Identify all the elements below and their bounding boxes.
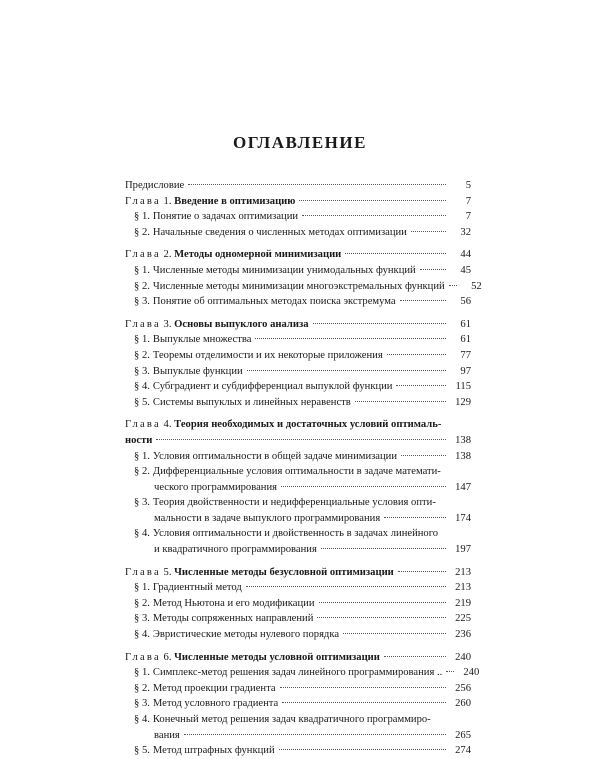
section-number: § 3.	[134, 296, 150, 308]
dot-leader	[313, 323, 447, 324]
page-number: 240	[455, 651, 471, 663]
page-number: 213	[455, 582, 471, 594]
page-number: 265	[455, 729, 471, 741]
toc-section[interactable]	[125, 294, 471, 310]
section-title: Понятие об оптимальных методах поиска экстремума	[152, 296, 396, 308]
toc-chapter-3[interactable]	[125, 317, 471, 333]
section-title-line-1: Теория двойственности и недифференциальные условия опти-	[152, 497, 436, 509]
page-number: 213	[455, 566, 471, 578]
toc-chapter-2[interactable]	[125, 247, 471, 263]
page-number: 61	[460, 318, 471, 330]
section-title: Численные методы минимизации многоэкстремальных функций	[152, 280, 445, 292]
dot-leader	[396, 385, 446, 386]
page-number: 274	[455, 745, 471, 757]
section-title: Методы сопряженных направлений	[152, 613, 314, 625]
section-number: § 4.	[134, 714, 150, 725]
page-number: 7	[465, 195, 471, 207]
section-title: Теоремы отделимости и их некоторые приложения	[152, 349, 383, 361]
page-number: 5	[465, 180, 471, 191]
section-number: § 5.	[134, 745, 150, 757]
section-number: § 3.	[134, 365, 150, 377]
section-title: Метод штрафных функций	[152, 745, 275, 757]
chapter-title: Основы выпуклого анализа	[174, 318, 309, 330]
chapter-number: 2.	[163, 249, 172, 261]
toc-section[interactable]	[125, 364, 471, 380]
section-number: § 3.	[134, 613, 150, 625]
section-number: § 2.	[134, 280, 150, 292]
section-number: § 1.	[134, 582, 150, 594]
page-number: 240	[463, 667, 480, 679]
section-title: Системы выпуклых и линейных неравенств	[152, 396, 351, 408]
dot-leader	[282, 702, 446, 703]
dot-leader	[156, 439, 446, 440]
toc-chapter-5[interactable]	[125, 565, 471, 581]
page-number: 219	[455, 597, 471, 609]
toc-entry-preface[interactable]	[125, 178, 471, 194]
page-number: 225	[455, 613, 471, 625]
section-title: Понятие о задачах оптимизации	[152, 211, 299, 223]
section-title: Условия оптимальности в общей задаче минимизации	[152, 450, 398, 462]
section-number: § 2.	[134, 682, 150, 694]
dot-leader	[188, 184, 446, 185]
toc-section[interactable]	[125, 395, 471, 411]
section-number: § 2.	[134, 349, 150, 361]
chapter-title: Методы одномерной минимизации	[174, 249, 342, 261]
section-title-line-2: мальности в задаче выпуклого программирования	[154, 512, 381, 524]
toc-section[interactable]	[125, 627, 471, 643]
section-title: Начальные сведения о численных методах оптимизации	[152, 226, 407, 238]
toc-section[interactable]	[125, 225, 471, 241]
section-title-line-2: и квадратичного программирования	[154, 544, 317, 556]
section-title: Метод проекции градиента	[152, 682, 276, 694]
toc-section[interactable]	[125, 263, 471, 279]
section-number: § 3.	[134, 698, 150, 710]
section-number: § 4.	[134, 381, 150, 393]
toc-section[interactable]	[125, 449, 471, 465]
page-number: 138	[455, 450, 471, 462]
section-title: Численные методы минимизации унимодальных функций	[152, 264, 416, 276]
dot-leader	[384, 656, 446, 657]
page-number: 260	[455, 698, 471, 710]
toc-chapter-4[interactable]	[125, 417, 471, 448]
section-number: § 2.	[134, 597, 150, 609]
section-number: § 1.	[134, 450, 150, 462]
chapter-title: Численные методы безусловной оптимизации	[174, 566, 394, 578]
toc-section[interactable]	[125, 495, 471, 526]
page-number: 256	[455, 682, 471, 694]
page-number: 77	[460, 349, 471, 361]
dot-leader	[345, 253, 446, 254]
section-title: Выпуклые функции	[152, 365, 243, 377]
toc-section[interactable]	[125, 464, 471, 495]
toc-section[interactable]	[125, 696, 471, 712]
section-title: Субградиент и субдифференциал выпуклой функции	[152, 381, 393, 393]
section-title-line-2: ческого программирования	[154, 481, 277, 493]
section-title-line-1: Дифференциальные условия оптимальности в задаче математи-	[152, 466, 441, 478]
section-title-line-2: вания	[154, 729, 180, 741]
page-number: 138	[455, 434, 471, 446]
section-title: Градиентный метод	[152, 582, 242, 594]
toc-section[interactable]	[125, 332, 471, 348]
dot-leader	[299, 200, 446, 201]
toc-section[interactable]	[125, 348, 471, 364]
page-number: 115	[455, 381, 471, 393]
dot-leader	[280, 687, 446, 688]
section-number: § 4.	[134, 629, 150, 641]
dot-leader	[446, 671, 454, 672]
section-number: § 3.	[134, 497, 150, 509]
section-number: § 1.	[134, 211, 150, 223]
chapter-label: Глава	[125, 566, 161, 578]
dot-leader	[400, 300, 446, 301]
page-number: 44	[460, 249, 471, 261]
toc-chapter-6[interactable]	[125, 650, 471, 666]
chapter-number: 5.	[163, 566, 172, 578]
page-title: ОГЛАВЛЕНИЕ	[233, 133, 367, 152]
toc-section[interactable]	[125, 580, 471, 596]
toc-section[interactable]	[125, 596, 471, 612]
page-number: 32	[460, 226, 471, 238]
section-title-line-1: Конечный метод решения задач квадратичного программиро-	[152, 714, 431, 725]
dot-leader	[302, 215, 446, 216]
page-number: 174	[455, 512, 471, 524]
dot-leader	[247, 370, 446, 371]
page-number: 52	[471, 280, 482, 292]
section-title: Выпуклые множества	[152, 334, 252, 346]
chapter-number: 3.	[163, 318, 172, 330]
dot-leader	[184, 734, 446, 735]
chapter-number: 1.	[163, 195, 172, 207]
toc-section[interactable]	[125, 611, 471, 627]
page-number: 61	[460, 334, 471, 346]
section-title-line-1: Условия оптимальности и двойственность в задачах линейного	[152, 528, 439, 540]
page-number: 197	[455, 544, 471, 556]
section-number: § 2.	[134, 466, 150, 478]
section-number: § 2.	[134, 226, 150, 238]
page-number: 97	[460, 365, 471, 377]
toc-section[interactable]	[125, 526, 471, 557]
section-number: § 4.	[134, 528, 150, 540]
page-number: 7	[465, 211, 471, 223]
dot-leader	[321, 548, 446, 549]
section-title: Эвристические методы нулевого порядка	[152, 629, 340, 641]
chapter-title-line-1: Теория необходимых и достаточных условий оптималь-	[174, 419, 442, 431]
page-number: 147	[455, 481, 471, 493]
chapter-label: Глава	[125, 419, 161, 431]
chapter-title: Численные методы условной оптимизации	[174, 651, 380, 663]
chapter-label: Глава	[125, 195, 161, 207]
section-title: Симплекс-метод решения задач линейного программирования ..	[152, 667, 443, 679]
dot-leader	[398, 571, 446, 572]
toc-section[interactable]	[125, 379, 471, 395]
chapter-number: 6.	[163, 651, 172, 663]
chapter-number: 4.	[163, 419, 172, 431]
dot-leader	[449, 285, 457, 286]
section-number: § 1.	[134, 334, 150, 346]
page-number: 129	[455, 396, 471, 408]
dot-leader	[420, 269, 446, 270]
dot-leader	[355, 401, 446, 402]
dot-leader	[387, 354, 446, 355]
toc-section[interactable]	[125, 209, 471, 225]
toc-section[interactable]	[125, 665, 480, 681]
section-number: § 1.	[134, 667, 150, 679]
chapter-title: Введение в оптимизацию	[174, 195, 296, 207]
entry-text: Предисловие	[125, 180, 185, 191]
toc-section[interactable]	[125, 712, 471, 743]
dot-leader	[401, 455, 446, 456]
dot-leader	[246, 586, 446, 587]
toc-chapter-1[interactable]	[125, 194, 471, 210]
chapter-label: Глава	[125, 318, 161, 330]
section-title: Метод условного градиента	[152, 698, 279, 710]
section-number: § 5.	[134, 396, 150, 408]
toc-section[interactable]	[125, 681, 471, 697]
dot-leader	[319, 602, 447, 603]
dot-leader	[411, 231, 446, 232]
chapter-label: Глава	[125, 249, 161, 261]
page-number: 236	[455, 629, 471, 641]
chapter-label: Глава	[125, 651, 161, 663]
section-title: Метод Ньютона и его модификации	[152, 597, 315, 609]
table-of-contents	[125, 178, 482, 759]
dot-leader	[317, 617, 446, 618]
dot-leader	[384, 517, 446, 518]
chapter-title-line-2: ности	[125, 434, 153, 446]
toc-section[interactable]	[125, 279, 482, 295]
dot-leader	[281, 486, 446, 487]
page-number: 56	[460, 296, 471, 308]
section-number: § 1.	[134, 264, 150, 276]
page-number: 45	[460, 264, 471, 276]
dot-leader	[343, 633, 446, 634]
dot-leader	[255, 338, 446, 339]
toc-section[interactable]	[125, 743, 471, 759]
